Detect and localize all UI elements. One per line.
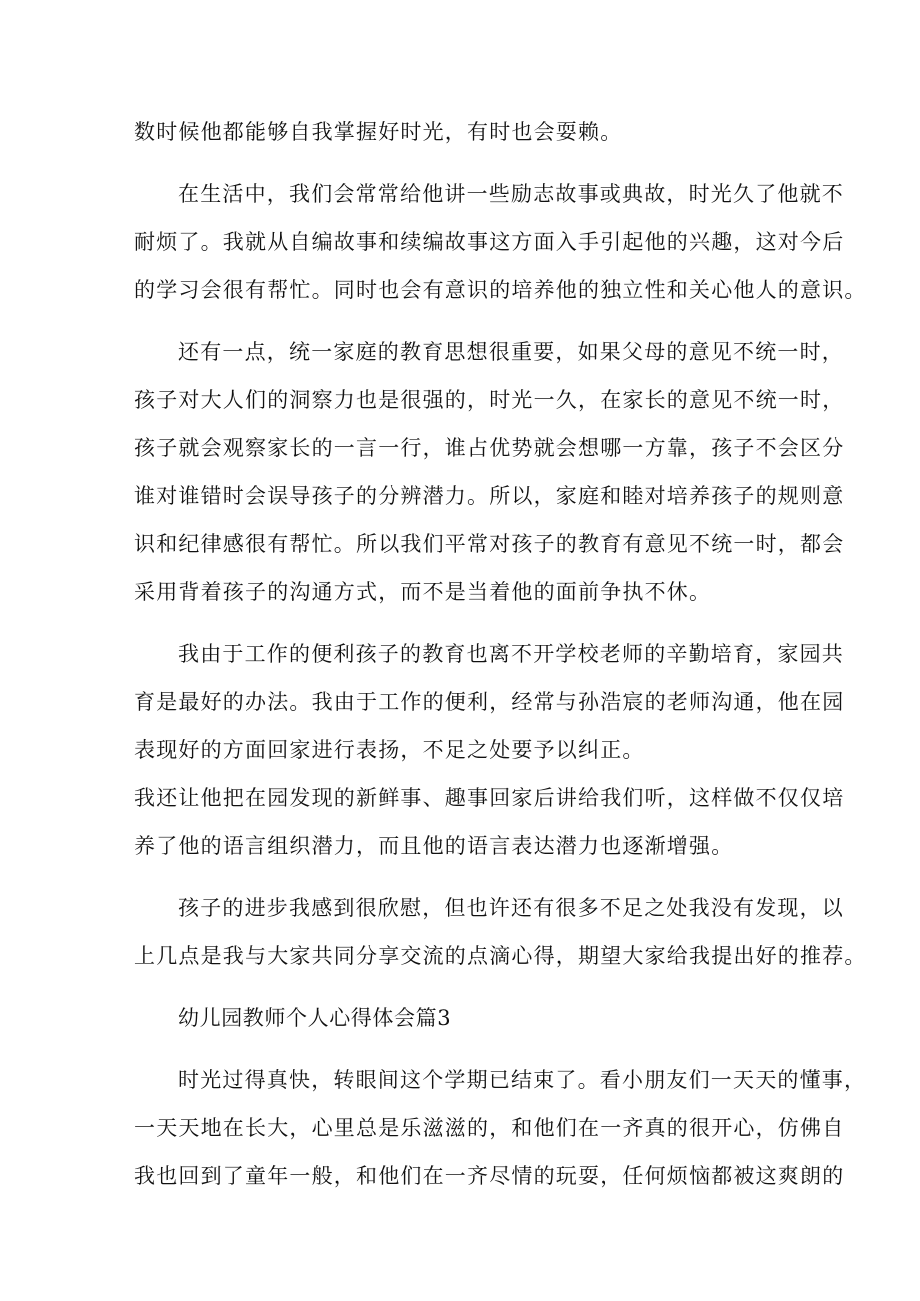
paragraph-line: 我也回到了童年一般，和他们在一齐尽情的玩耍，任何烦恼都被这爽朗的: [134, 1164, 845, 1188]
section-heading: 幼儿园教师个人心得体会篇3: [178, 1006, 452, 1030]
paragraph-line: 育是最好的办法。我由于工作的便利，经常与孙浩宸的老师沟通，他在园: [134, 690, 845, 714]
paragraph-line: 耐烦了。我就从自编故事和续编故事这方面入手引起他的兴趣，这对今后: [134, 230, 845, 254]
paragraph-line: 的学习会很有帮忙。同时也会有意识的培养他的独立性和关心他人的意识。: [134, 278, 867, 302]
paragraph-line: 一天天地在长大，心里总是乐滋滋的，和他们在一齐真的很开心，仿佛自: [134, 1116, 845, 1140]
paragraph-line: 养了他的语言组织潜力，而且他的语言表达潜力也逐渐增强。: [134, 834, 734, 858]
paragraph-line: 采用背着孩子的沟通方式，而不是当着他的面前争执不休。: [134, 580, 712, 604]
paragraph-line: 我还让他把在园发现的新鲜事、趣事回家后讲给我们听，这样做不仅仅培: [134, 786, 845, 810]
paragraph-line: 数时候他都能够自我掌握好时光，有时也会耍赖。: [134, 120, 623, 144]
paragraph-line: 时光过得真快，转眼间这个学期已结束了。看小朋友们一天天的懂事，: [178, 1068, 867, 1092]
paragraph-line: 孩子就会观察家长的一言一行，谁占优势就会想哪一方靠，孩子不会区分: [134, 436, 845, 460]
paragraph-line: 还有一点，统一家庭的教育思想很重要，如果父母的意见不统一时，: [178, 340, 844, 364]
paragraph-line: 在生活中，我们会常常给他讲一些励志故事或典故，时光久了他就不: [178, 182, 844, 206]
paragraph-line: 孩子对大人们的洞察力也是很强的，时光一久，在家长的意见不统一时，: [134, 388, 845, 412]
paragraph-line: 上几点是我与大家共同分享交流的点滴心得，期望大家给我提出好的推荐。: [134, 944, 867, 968]
paragraph-line: 识和纪律感很有帮忙。所以我们平常对孩子的教育有意见不统一时，都会: [134, 532, 845, 556]
paragraph-line: 谁对谁错时会误导孩子的分辨潜力。所以，家庭和睦对培养孩子的规则意: [134, 484, 845, 508]
paragraph-line: 孩子的进步我感到很欣慰，但也许还有很多不足之处我没有发现，以: [178, 896, 844, 920]
paragraph-line: 我由于工作的便利孩子的教育也离不开学校老师的辛勤培育，家园共: [178, 642, 844, 666]
paragraph-line: 表现好的方面回家进行表扬，不足之处要予以纠正。: [134, 738, 645, 762]
